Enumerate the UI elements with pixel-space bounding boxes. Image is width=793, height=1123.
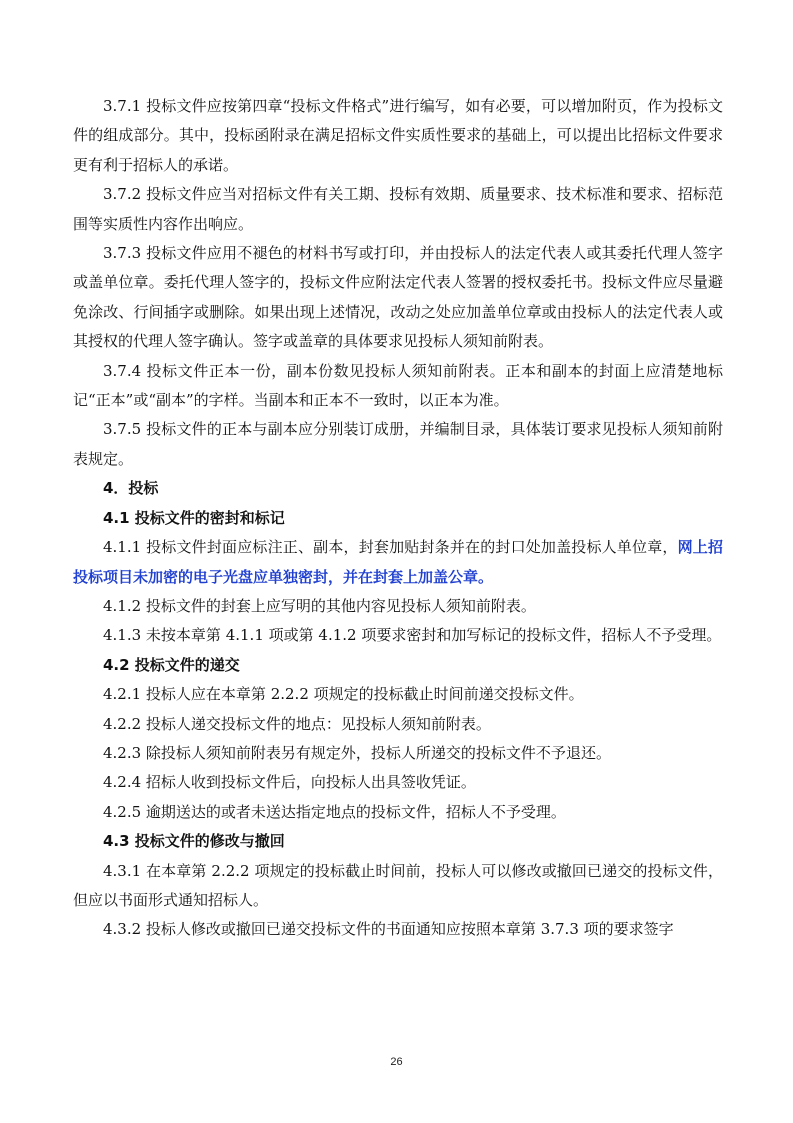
paragraph-4-1-2: 4.1.2 投标文件的封套上应写明的其他内容见投标人须知前附表。 bbox=[103, 596, 536, 615]
paragraph-4-1-1-text: 4.1.1 投标文件封面应标注正、副本，封套加贴封条并在的封口处加盖投标人单位章， bbox=[103, 538, 678, 557]
paragraph-3-7-3: 3.7.3 投标文件应用不褪色的材料书写或打印，并由投标人的法定代表人或其委托代理人签字或盖单位章。委托代理人签字的，投标文件应附法定代表人签署的授权委托书。投标文件应尽量避免涂改、行间插字或删除。如果出现上述情况，改动之处应加盖单位章或由投标人的法定代表人或其授权的代理人签字确认。签字或盖章的具体要求见投标人须知前附表。 bbox=[73, 244, 723, 351]
paragraph-3-7-1: 3.7.1 投标文件应按第四章“投标文件格式”进行编写，如有必要，可以增加附页，作为投标文件的组成部分。其中，投标函附录在满足招标文件实质性要求的基础上，可以提出比招标文件要求更有利于招标人的承诺。 bbox=[73, 97, 723, 174]
paragraph-4-2-1: 4.2.1 投标人应在本章第 2.2.2 项规定的投标截止时间前递交投标文件。 bbox=[103, 685, 584, 704]
section-heading-4-1: 4.1 投标文件的密封和标记 bbox=[103, 508, 285, 527]
highlighted-requirement: 网上招投标项目未加密的电子光盘应单独密封，并在封套上加盖公章。 bbox=[73, 538, 723, 586]
section-heading-4-2: 4.2 投标文件的递交 bbox=[103, 655, 240, 674]
paragraph-4-1-3: 4.1.3 未按本章第 4.1.1 项或第 4.1.2 项要求密封和加写标记的投标文件，招标人不予受理。 bbox=[103, 626, 722, 645]
paragraph-4-3-2: 4.3.2 投标人修改或撤回已递交投标文件的书面通知应按照本章第 3.7.3 项的要求签字 bbox=[103, 920, 674, 939]
paragraph-4-2-5: 4.2.5 逾期送达的或者未送达指定地点的投标文件，招标人不予受理。 bbox=[103, 802, 566, 821]
page-number: 26 bbox=[390, 1056, 403, 1068]
section-heading-4: 4．投标 bbox=[103, 479, 159, 498]
paragraph-4-2-3: 4.2.3 除投标人须知前附表另有规定外，投标人所递交的投标文件不予退还。 bbox=[103, 743, 611, 762]
paragraph-4-3-1: 4.3.1 在本章第 2.2.2 项规定的投标截止时间前，投标人可以修改或撤回已递交的投标文件，但应以书面形式通知招标人。 bbox=[73, 861, 723, 909]
paragraph-4-1-1 bbox=[73, 533, 723, 592]
paragraph-3-7-5: 3.7.5 投标文件的正本与副本应分别装订成册，并编制目录，具体装订要求见投标人须知前附表规定。 bbox=[73, 420, 723, 468]
paragraph-4-2-4: 4.2.4 招标人收到投标文件后，向投标人出具签收凭证。 bbox=[103, 773, 476, 792]
paragraph-4-2-2: 4.2.2 投标人递交投标文件的地点：见投标人须知前附表。 bbox=[103, 714, 491, 733]
paragraph-3-7-2: 3.7.2 投标文件应当对招标文件有关工期、投标有效期、质量要求、技术标准和要求、招标范围等实质性内容作出响应。 bbox=[73, 185, 723, 233]
document-body bbox=[73, 92, 723, 945]
paragraph-3-7-4: 3.7.4 投标文件正本一份，副本份数见投标人须知前附表。正本和副本的封面上应清楚地标记“正本”或“副本”的字样。当副本和正本不一致时，以正本为准。 bbox=[73, 361, 723, 410]
section-heading-4-3: 4.3 投标文件的修改与撤回 bbox=[103, 832, 285, 851]
